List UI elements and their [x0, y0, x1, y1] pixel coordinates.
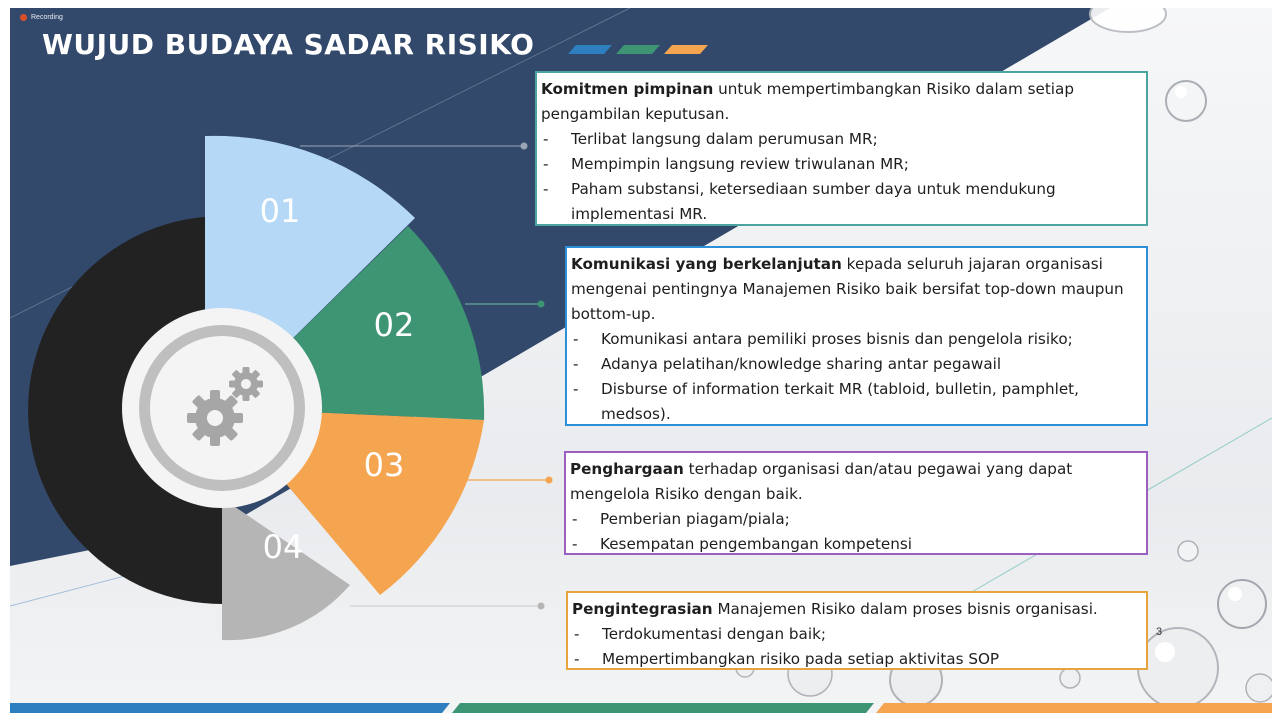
recording-indicator: [20, 10, 63, 24]
list-item: - Kesempatan pengembangan kompetensi: [570, 532, 1140, 557]
list-item: - Adanya pelatihan/knowledge sharing antar pegawail: [571, 352, 1140, 377]
text-box-01: [535, 71, 1148, 226]
box-01-continuation: implementasi MR.: [571, 205, 708, 223]
page-number: 3: [1156, 626, 1163, 638]
list-item: - Mempimpin langsung review triwulanan MR;: [541, 152, 1140, 177]
segment-01-number: 01: [259, 192, 301, 230]
box-02-lead: Komunikasi yang berkelanjutan kepada seluruh jajaran organisasi mengenai pentingnya Manajemen Risiko baik bersifat top-down maupun bottom-up.: [571, 255, 1124, 323]
record-dot-icon: [20, 14, 27, 21]
box-03-lead: Penghargaan terhadap organisasi dan/atau pegawai yang dapat mengelola Risiko dengan baik.: [570, 460, 1073, 503]
box-04-bullets: [572, 622, 1140, 672]
segment-03-number: 03: [363, 446, 405, 484]
box-04-lead: Pengintegrasian Manajemen Risiko dalam proses bisnis organisasi.: [572, 600, 1098, 618]
list-item: - Terlibat langsung dalam perumusan MR;: [541, 127, 1140, 152]
recording-label: Recording: [31, 13, 63, 21]
list-item: - Disburse of information terkait MR (tabloid, bulletin, pamphlet,: [571, 377, 1140, 402]
text-box-03: [564, 451, 1148, 555]
list-item: - Pemberian piagam/piala;: [570, 507, 1140, 532]
list-item: - Mempertimbangkan risiko pada setiap aktivitas SOP: [572, 647, 1140, 672]
box-02-bullets: [571, 327, 1140, 402]
list-item: - Komunikasi antara pemiliki proses bisnis dan pengelola risiko;: [571, 327, 1140, 352]
box-01-lead: Komitmen pimpinan untuk mempertimbangkan Risiko dalam setiap pengambilan keputusan.: [541, 80, 1074, 123]
box-02-continuation: medsos).: [601, 405, 671, 423]
list-item: - Terdokumentasi dengan baik;: [572, 622, 1140, 647]
slide-title: WUJUD BUDAYA SADAR RISIKO: [42, 28, 535, 61]
segment-04-number: 04: [262, 528, 304, 566]
list-item: - Paham substansi, ketersediaan sumber daya untuk mendukung: [541, 177, 1140, 202]
box-01-bullets: [541, 127, 1140, 202]
segment-02-number: 02: [373, 306, 415, 344]
box-03-bullets: [570, 507, 1140, 557]
text-box-02: [565, 246, 1148, 426]
text-box-04: [566, 591, 1148, 670]
presentation-slide: [10, 8, 1272, 713]
